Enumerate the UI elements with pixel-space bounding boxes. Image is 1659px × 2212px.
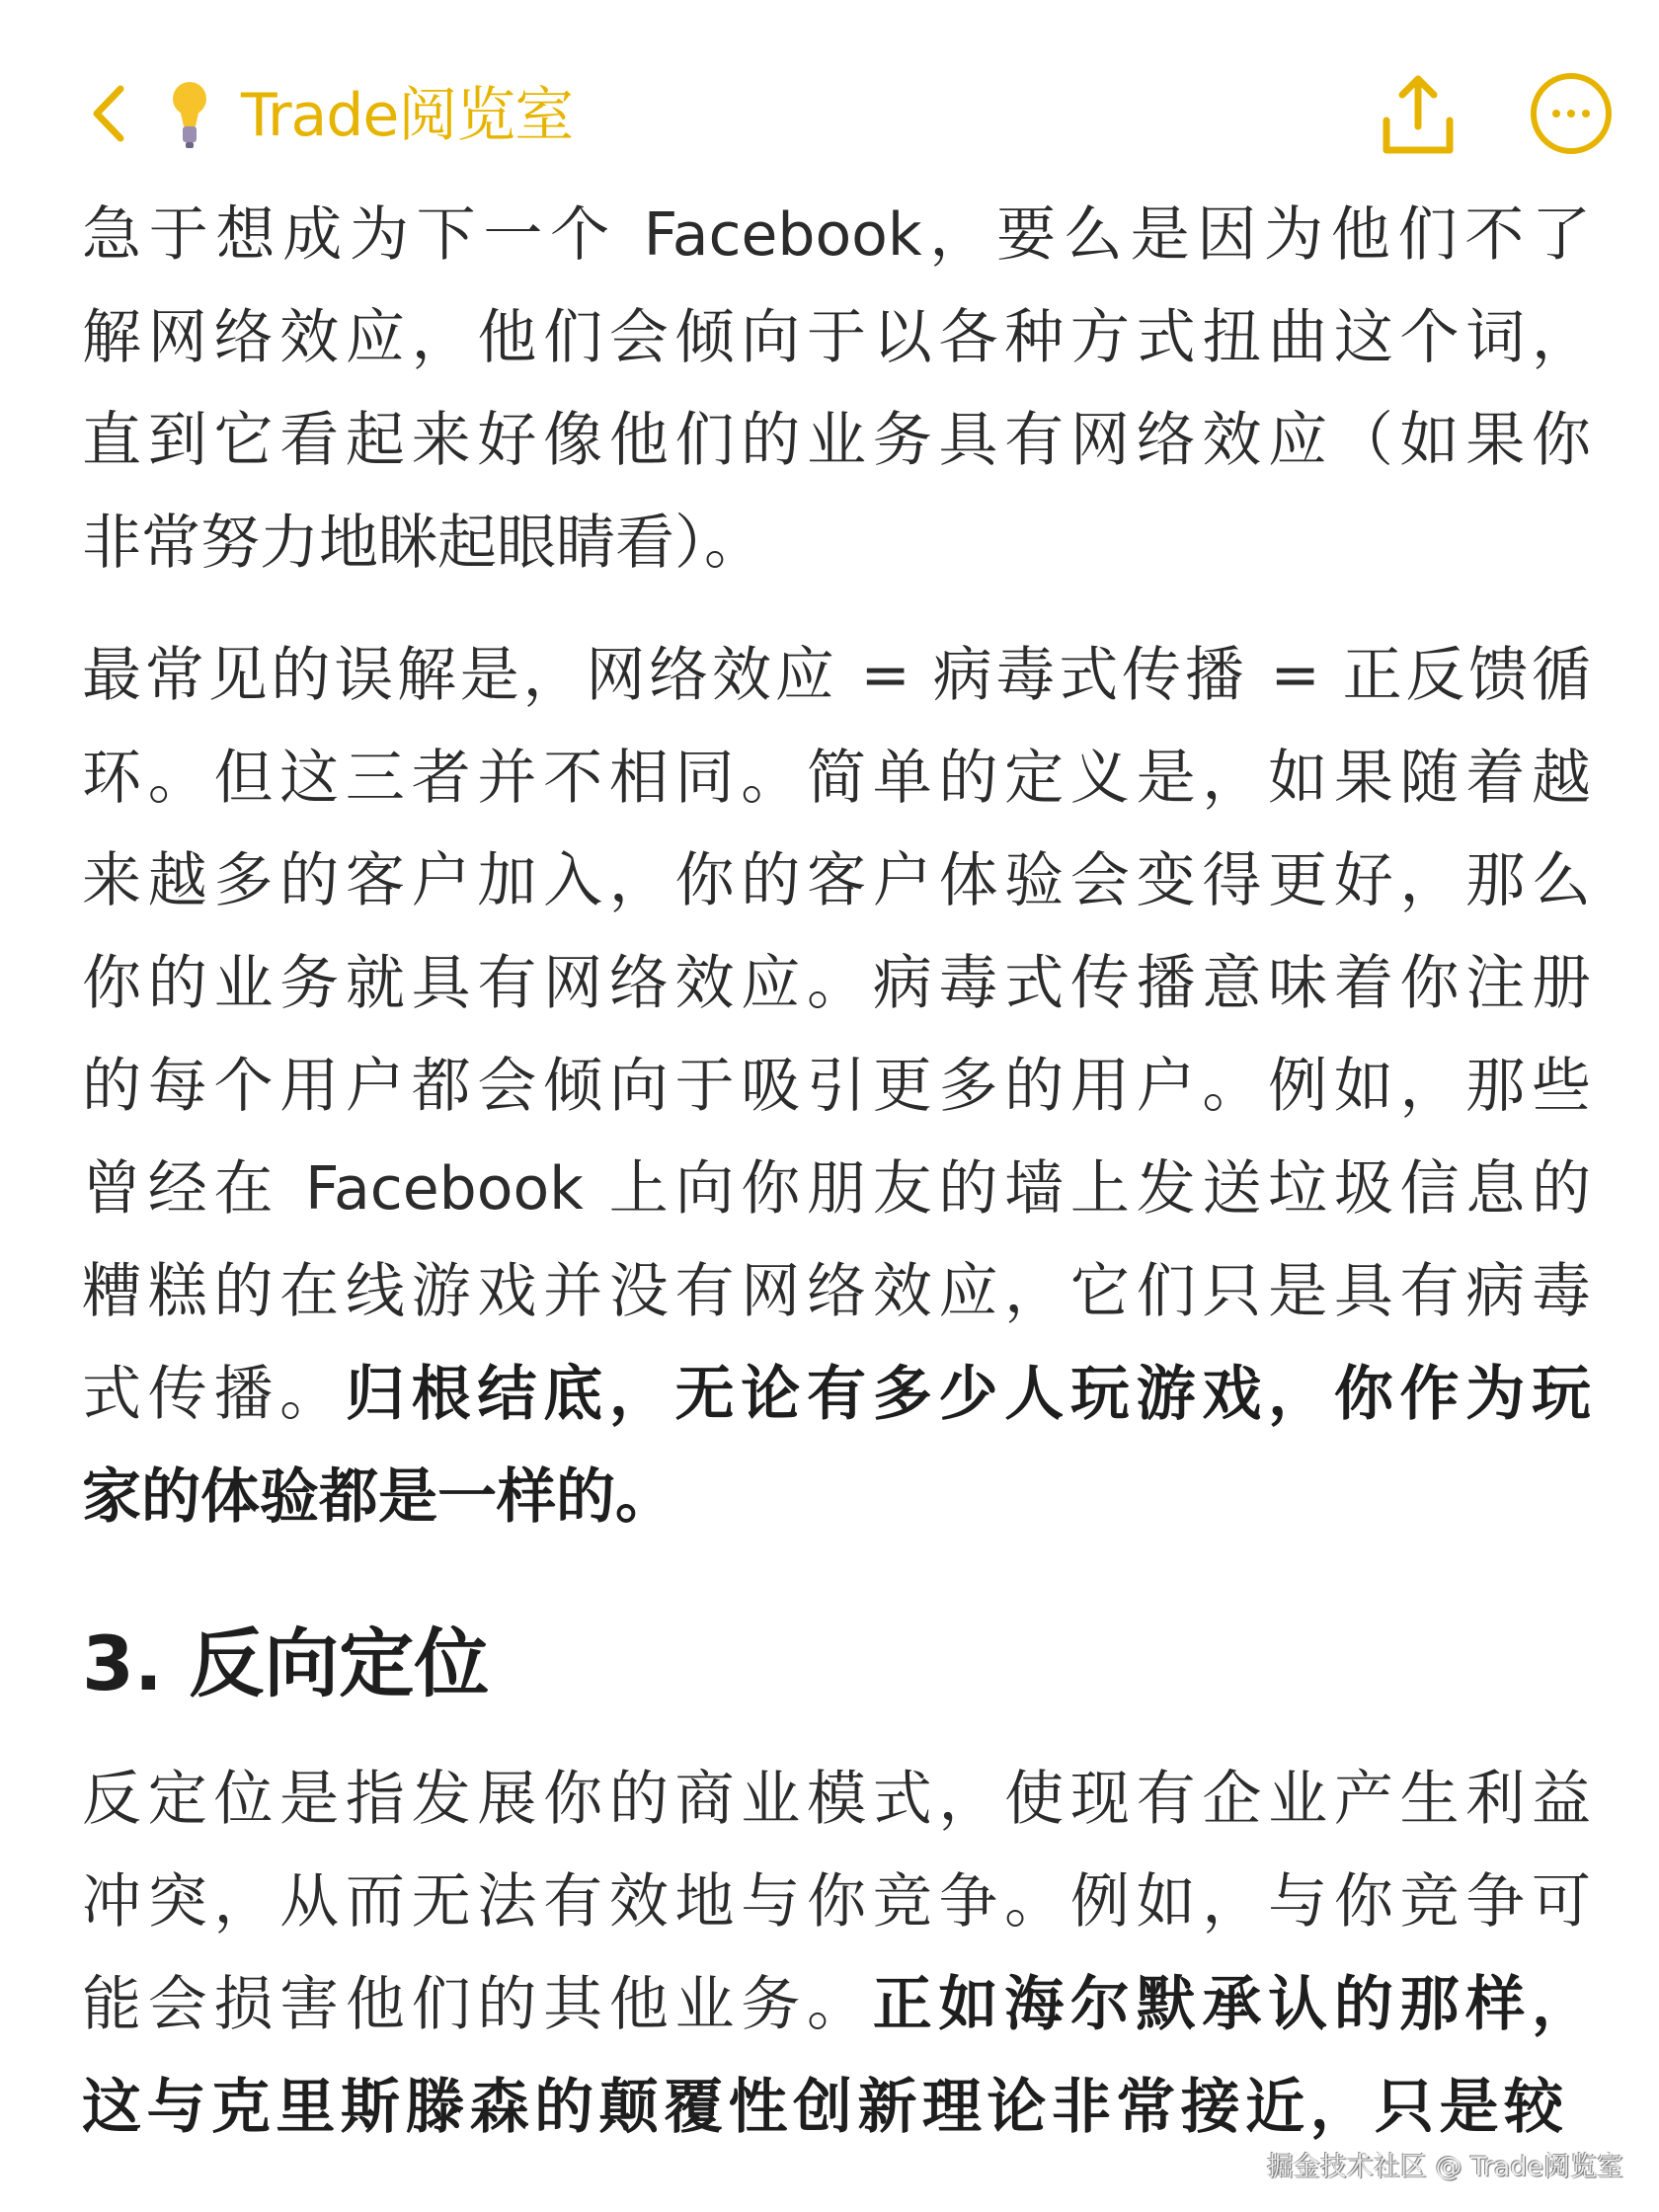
text-line <box>82 1953 1591 2056</box>
bold-text-segment: 正如海尔默承认的那样， <box>872 1970 1592 2039</box>
text-line: 的每个用户都会倾向于吸引更多的用户。例如，那些 <box>82 1052 1591 1121</box>
page-title[interactable]: Trade阅览室 <box>241 81 574 150</box>
text-line: 你的业务就具有网络效应。病毒式传播意味着你注册 <box>82 949 1591 1018</box>
text-line: 反定位是指发展你的商业模式，使现有企业产生利益 <box>82 1765 1591 1834</box>
paragraph-2 <box>82 624 1591 1548</box>
share-icon <box>1379 71 1458 160</box>
bold-text-segment: 家的体验都是一样的。 <box>82 1462 674 1532</box>
more-options-button[interactable] <box>1527 69 1616 158</box>
paragraph-3 <box>82 1748 1591 2159</box>
bold-text-segment: 归根结底，无论有多少人玩游戏，你作为玩 <box>345 1360 1592 1429</box>
text-line: 急于想成为下一个 Facebook，要么是因为他们不了 <box>82 200 1591 270</box>
text-line <box>82 1343 1591 1446</box>
bold-text-segment: 这与克里斯滕森的颠覆性创新理论非常接近，只是较 <box>82 2073 1563 2142</box>
text-line <box>82 2056 1563 2159</box>
text-segment: 能会损害他们的其他业务。 <box>82 1970 873 2039</box>
lightbulb-icon <box>170 77 209 154</box>
text-line: 环。但这三者并不相同。简单的定义是，如果随着越 <box>82 744 1591 813</box>
more-icon <box>1527 69 1616 158</box>
text-line: 曾经在 Facebook 上向你朋友的墙上发送垃圾信息的 <box>82 1154 1591 1224</box>
text-line: 解网络效应，他们会倾向于以各种方式扭曲这个词， <box>82 303 1591 372</box>
paragraph-1 <box>82 184 1591 594</box>
text-line <box>82 1446 1591 1548</box>
text-line: 冲突，从而无法有效地与你竞争。例如，与你竞争可 <box>82 1867 1591 1936</box>
nav-header <box>0 59 1659 168</box>
chevron-left-icon <box>85 79 134 148</box>
text-line: 来越多的客户加入，你的客户体验会变得更好，那么 <box>82 846 1591 915</box>
share-button[interactable] <box>1379 71 1458 160</box>
text-line: 糟糕的在线游戏并没有网络效应，它们只是具有病毒 <box>82 1257 1591 1326</box>
watermark: 掘金技术社区 @ Trade阅览室 <box>1266 2152 1623 2182</box>
text-line: 最常见的误解是，网络效应 = 病毒式传播 = 正反馈循 <box>82 641 1591 710</box>
text-segment: 式传播。 <box>82 1360 346 1429</box>
section-heading: 3. 反向定位 <box>82 1620 490 1707</box>
text-line: 直到它看起来好像他们的业务具有网络效应（如果你 <box>82 406 1591 475</box>
text-line: 非常努力地眯起眼睛看）。 <box>82 509 763 578</box>
back-button[interactable] <box>85 79 134 148</box>
